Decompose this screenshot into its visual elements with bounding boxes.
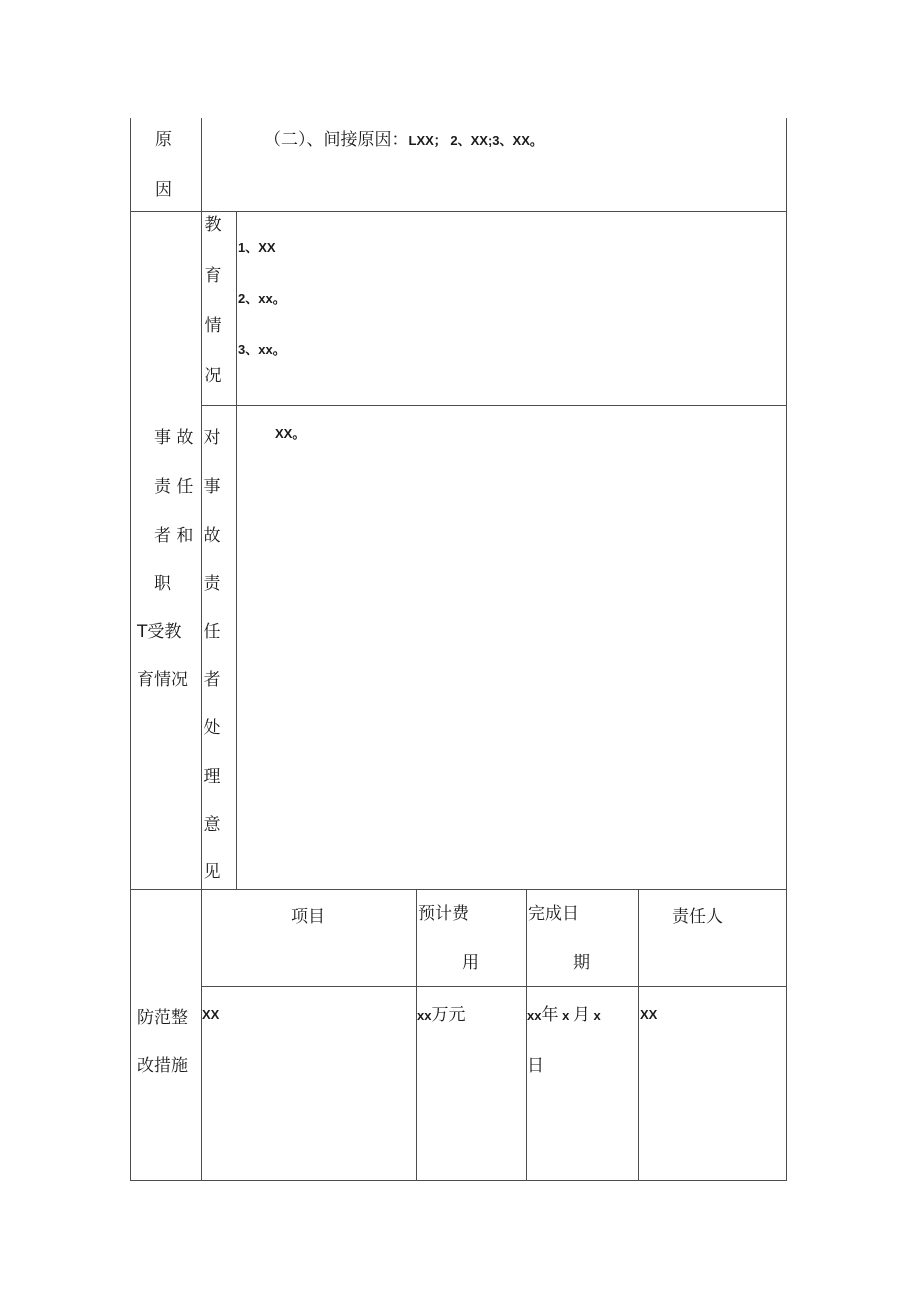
handling-label-char-7: 处	[203, 718, 221, 738]
responsibility-label-row-3: 者 和	[154, 526, 194, 546]
header-date-line-1: 完成日	[528, 904, 579, 924]
cause-label-char-2: 因	[155, 180, 172, 200]
table-bottom-border	[130, 1180, 787, 1181]
indirect-cause-text	[264, 130, 543, 151]
table-left-border	[130, 118, 131, 1181]
responsibility-label-row-4: 职	[154, 574, 171, 594]
prevention-col-divider-2	[526, 889, 527, 1181]
education-item-2: 2、xx。	[238, 291, 286, 306]
education-item-1: 1、XX	[238, 240, 276, 255]
indirect-cause-values: LXX； 2、XX;3、XX。	[408, 133, 543, 148]
handling-label-char-8: 理	[203, 767, 221, 787]
education-label-char-1: 教	[204, 215, 222, 235]
row-divider-responsibility-bottom	[130, 889, 787, 890]
education-item-3: 3、xx。	[238, 342, 286, 357]
responsibility-label-row-1: 事 故	[154, 428, 194, 448]
education-label-char-4: 况	[204, 366, 222, 386]
header-cost-line-2: 用	[462, 953, 479, 973]
handling-label-char-10: 见	[203, 862, 221, 882]
row-divider-cause-bottom	[130, 211, 787, 212]
row-date-line-1: xx年 x 月 x	[527, 1005, 601, 1025]
sublabel-column-divider	[236, 211, 237, 890]
handling-label-char-4: 责	[203, 574, 221, 594]
row-date-line-2: 日	[527, 1056, 544, 1076]
handling-label-char-3: 故	[203, 526, 221, 546]
handling-label-char-9: 意	[203, 815, 221, 835]
handling-label-char-1: 对	[203, 428, 221, 448]
handling-label-char-2: 事	[203, 477, 221, 497]
row-cost	[417, 1005, 465, 1026]
header-item: 项目	[291, 907, 325, 927]
responsibility-label-row-6: 育情况	[137, 670, 188, 690]
education-label-char-2: 育	[204, 266, 222, 286]
prevention-label-row-1: 防范整	[137, 1008, 188, 1028]
header-date-line-2: 期	[573, 953, 590, 973]
row-divider-prevention-header	[201, 986, 787, 987]
row-cost-unit: 万元	[431, 1005, 466, 1025]
handling-label-char-5: 任	[203, 622, 221, 642]
responsibility-label-row-5: T受教	[137, 622, 182, 642]
handling-label-char-6: 者	[203, 670, 221, 690]
responsibility-label-row-2: 责 任	[154, 477, 194, 497]
row-cost-value: xx	[417, 1008, 432, 1023]
indirect-cause-prefix: （二）、间接原因：	[264, 130, 409, 150]
header-owner: 责任人	[672, 907, 723, 927]
cause-label-char-1: 原	[155, 130, 172, 150]
header-cost-line-1: 预计费	[418, 904, 469, 924]
prevention-col-divider-3	[638, 889, 639, 1181]
prevention-col-divider-1	[416, 889, 417, 1181]
handling-opinion-text: XX。	[275, 426, 306, 441]
row-divider-education-bottom	[201, 405, 787, 406]
education-label-char-3: 情	[204, 316, 222, 336]
row-owner: XX	[640, 1007, 658, 1022]
row-item: XX	[202, 1007, 220, 1022]
prevention-label-row-2: 改措施	[137, 1056, 188, 1076]
table-right-border	[786, 118, 787, 1181]
